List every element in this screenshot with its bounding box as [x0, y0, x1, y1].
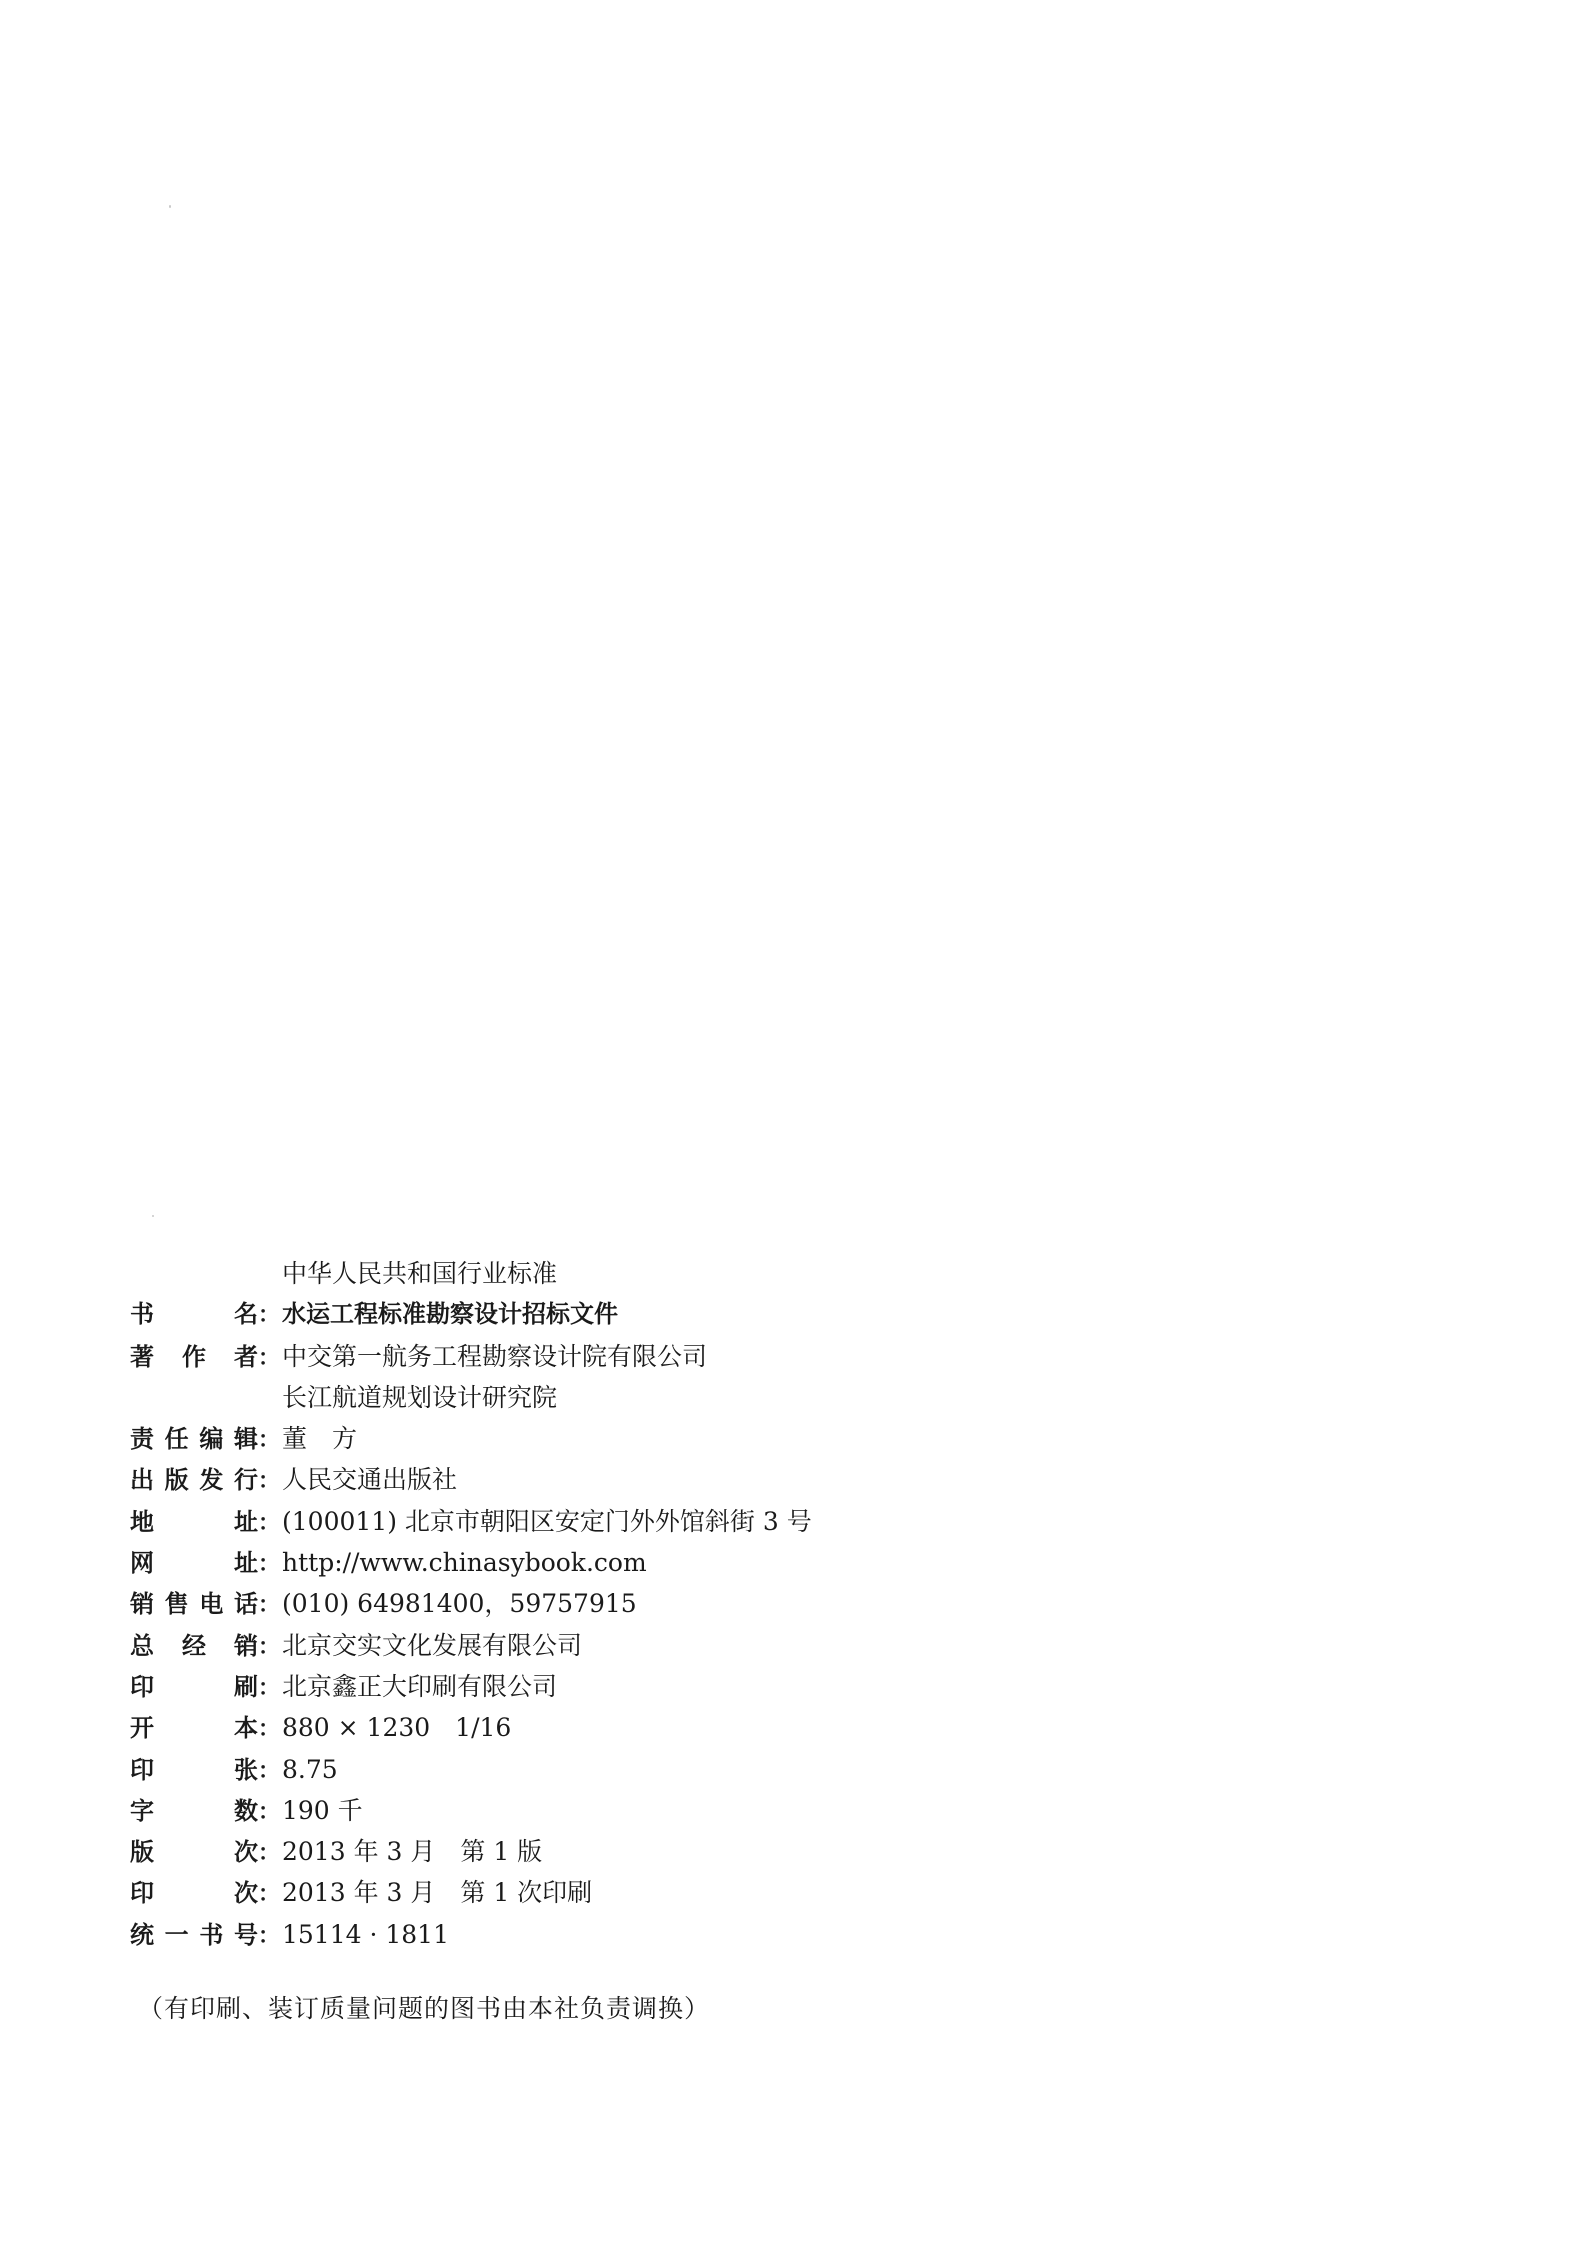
cip-colon: ：: [258, 1303, 281, 1329]
cip-label-char: 著: [130, 1342, 154, 1371]
cip-colon: ：: [258, 1717, 281, 1743]
cip-label-char: 字: [130, 1796, 154, 1825]
scan-speck: [169, 205, 171, 208]
cip-value: http://www.chinasybook.com: [282, 1548, 647, 1578]
cip-row: [130, 1501, 890, 1542]
cip-row: [130, 1459, 890, 1500]
cip-label-char: 网: [130, 1549, 154, 1578]
cip-label: [130, 1708, 258, 1749]
cip-label-char: 本: [234, 1714, 258, 1743]
cip-label-char: 辑: [233, 1425, 258, 1454]
cip-label-char: 开: [130, 1714, 154, 1743]
cip-label-char: 作: [182, 1342, 206, 1371]
cip-colon: ：: [258, 1675, 281, 1701]
cip-colon: ：: [258, 1841, 281, 1867]
cip-row: [130, 1831, 890, 1872]
cip-value: 880 × 1230 1/16: [282, 1713, 512, 1743]
cip-value: 长江航道规划设计研究院: [282, 1382, 558, 1412]
cip-label-char: 一: [164, 1920, 189, 1949]
cip-value: 中交第一航务工程勘察设计院有限公司: [282, 1341, 708, 1371]
cip-label-char: 书: [199, 1920, 224, 1949]
cip-row: [130, 1749, 890, 1790]
cip-value: 董 方: [282, 1424, 358, 1454]
replacement-note: （有印刷、装订质量问题的图书由本社负责调换）: [138, 1994, 711, 2023]
cip-data-block: [130, 1253, 890, 1967]
cip-value: 2013 年 3 月 第 1 版: [282, 1837, 543, 1867]
cip-label-char: 张: [234, 1755, 258, 1784]
cip-label-char: 印: [130, 1755, 154, 1784]
cip-colon: ：: [258, 1923, 281, 1949]
cip-value: 8.75: [282, 1754, 338, 1784]
cip-label: [130, 1502, 258, 1543]
cip-label: [130, 1832, 258, 1873]
cip-label: [130, 1750, 258, 1791]
cip-row: [130, 1336, 890, 1377]
cip-label: [130, 1294, 258, 1335]
cip-label-char: 电: [199, 1590, 224, 1619]
cip-label-char: 销: [130, 1590, 154, 1619]
cip-value: 人民交通出版社: [282, 1465, 458, 1495]
cip-label: [130, 1584, 258, 1625]
cip-label-char: 次: [234, 1838, 258, 1867]
cip-value: 水运工程标准勘察设计招标文件: [282, 1300, 618, 1329]
cip-row: [130, 1542, 890, 1583]
cip-label-char: 者: [234, 1342, 258, 1371]
cip-label: [130, 1873, 258, 1914]
cip-label-char: 任: [164, 1425, 189, 1454]
cip-label-char: 出: [130, 1466, 154, 1495]
cip-row: [130, 1914, 890, 1955]
cip-label-char: 书: [130, 1300, 154, 1329]
cip-row: [130, 1625, 890, 1666]
cip-row: [130, 1418, 890, 1459]
cip-colon: ：: [258, 1634, 281, 1660]
cip-label-char: 版: [164, 1466, 189, 1495]
cip-colon: ：: [258, 1428, 281, 1454]
cip-label-char: 地: [130, 1507, 154, 1536]
cip-label-char: 版: [130, 1838, 154, 1867]
cip-label-char: 址: [234, 1549, 258, 1578]
cip-label-char: 印: [130, 1672, 154, 1701]
cip-row: [130, 1253, 890, 1294]
cip-row: [130, 1377, 890, 1418]
cip-label: [130, 1626, 258, 1667]
cip-label-char: 刷: [234, 1672, 258, 1701]
scan-speck: [152, 1215, 154, 1217]
cip-label: [130, 1419, 258, 1460]
cip-colon: ：: [258, 1552, 281, 1578]
cip-row: [130, 1583, 890, 1624]
cip-label: [130, 1543, 258, 1584]
cip-row: [130, 1666, 890, 1707]
cip-label-char: 销: [234, 1631, 258, 1660]
cip-colon: ：: [258, 1469, 281, 1495]
cip-label: [130, 1915, 258, 1956]
cip-label-char: 售: [164, 1590, 189, 1619]
cip-label-char: 印: [130, 1879, 154, 1908]
cip-value: 15114 · 1811: [282, 1919, 449, 1949]
cip-colon: ：: [258, 1510, 281, 1536]
cip-label-char: 址: [234, 1507, 258, 1536]
cip-label-char: 行: [233, 1466, 258, 1495]
cip-label-char: 编: [199, 1425, 224, 1454]
cip-label-char: 号: [233, 1920, 258, 1949]
cip-label: [130, 1667, 258, 1708]
cip-label-char: 发: [199, 1466, 224, 1495]
cip-row: [130, 1294, 890, 1335]
cip-label-char: 话: [233, 1590, 258, 1619]
cip-colon: ：: [258, 1758, 281, 1784]
cip-label-char: 统: [130, 1920, 154, 1949]
cip-label-char: 经: [182, 1631, 206, 1660]
cip-colon: ：: [258, 1345, 281, 1371]
cip-value: (100011) 北京市朝阳区安定门外外馆斜街 3 号: [282, 1506, 812, 1536]
cip-row: [130, 1707, 890, 1748]
cip-colon: ：: [258, 1593, 281, 1619]
cip-value: 190 千: [282, 1795, 363, 1825]
cip-label-char: 数: [234, 1796, 258, 1825]
cip-label: [130, 1460, 258, 1501]
cip-label: [130, 1791, 258, 1832]
cip-colon: ：: [258, 1882, 281, 1908]
cut-off-line: [130, 1955, 890, 1967]
cip-value: (010) 64981400，59757915: [282, 1589, 637, 1619]
cip-value: 北京交实文化发展有限公司: [282, 1630, 583, 1660]
cip-colon: ：: [258, 1799, 281, 1825]
cip-label-char: 责: [130, 1425, 154, 1454]
cip-value: 2013 年 3 月 第 1 次印刷: [282, 1878, 593, 1908]
cip-label-char: 总: [130, 1631, 154, 1660]
cip-row: [130, 1872, 890, 1913]
cip-label-char: 名: [234, 1300, 258, 1329]
cip-value: 中华人民共和国行业标准: [282, 1259, 558, 1288]
cip-label-char: 次: [234, 1879, 258, 1908]
cip-value: 北京鑫正大印刷有限公司: [282, 1671, 558, 1701]
cip-row: [130, 1790, 890, 1831]
cip-label: [130, 1337, 258, 1378]
